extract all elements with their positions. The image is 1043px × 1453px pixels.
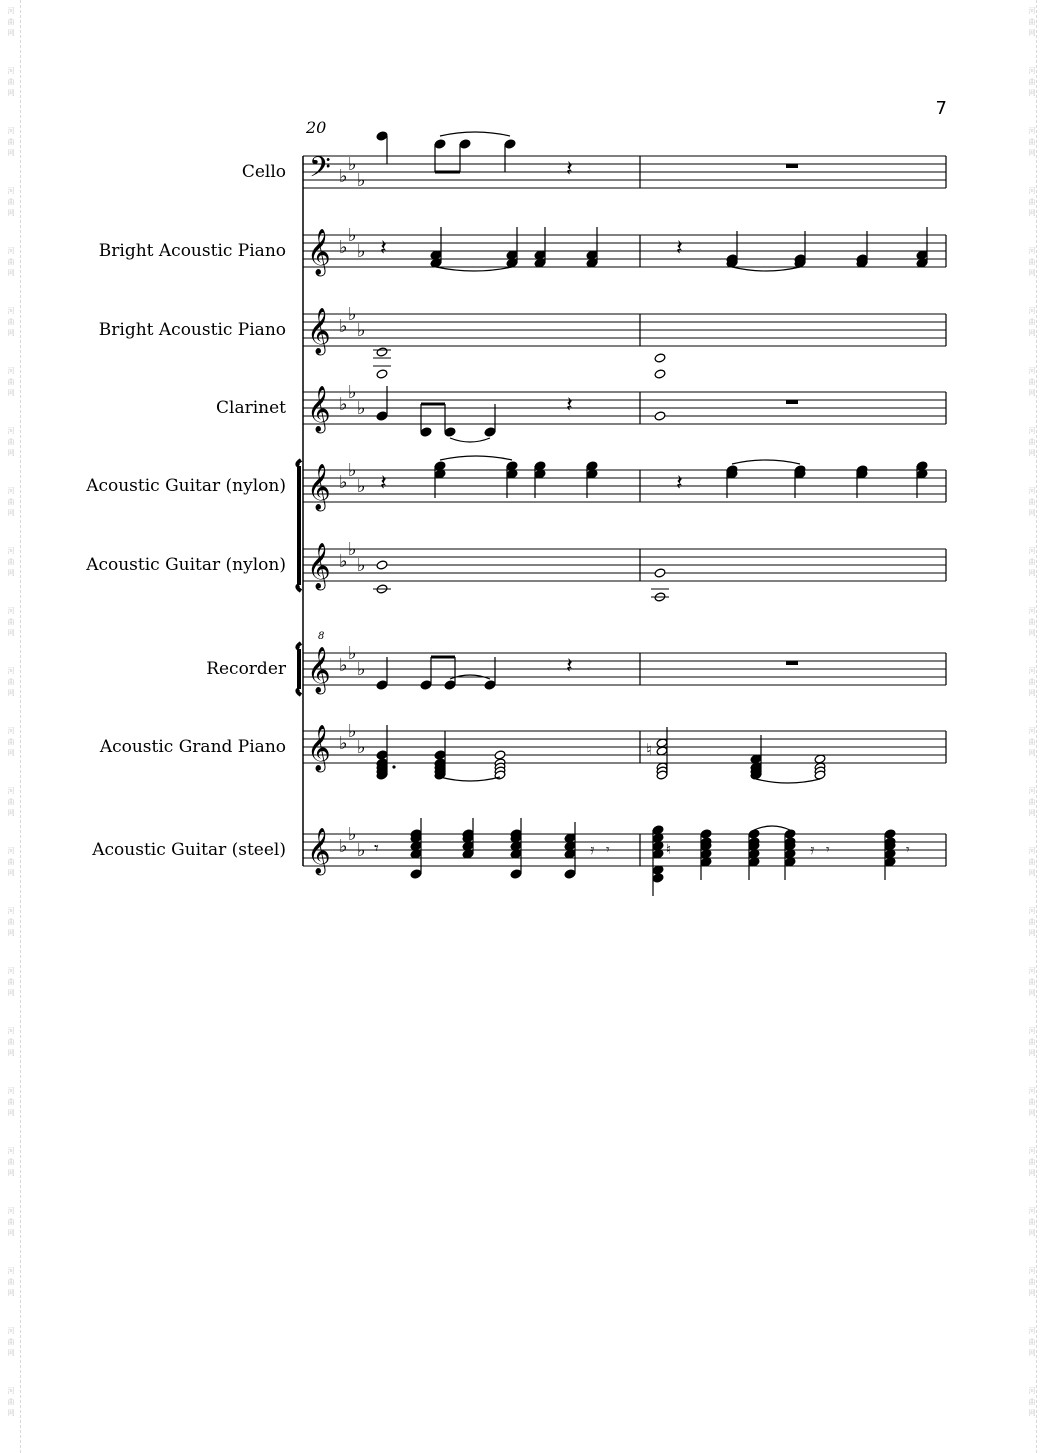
watermark-char: 河 — [1028, 487, 1036, 495]
watermark-char: 曲 — [7, 438, 15, 446]
flat-sign: ♭ — [348, 154, 357, 175]
watermark-char: 河 — [7, 127, 15, 135]
watermark-char: 网 — [1028, 209, 1036, 217]
flat-sign: ♭ — [348, 643, 357, 664]
flat-sign: ♭ — [348, 824, 357, 845]
watermark-char: 网 — [7, 929, 15, 937]
watermark-char: 河 — [7, 1387, 15, 1395]
watermark-char: 河 — [7, 1087, 15, 1095]
watermark-char: 网 — [7, 29, 15, 37]
notehead — [376, 369, 388, 379]
notehead — [484, 427, 496, 437]
treble-clef: 𝄞 — [307, 229, 331, 275]
measure-number: 20 — [306, 118, 327, 137]
staff-label-piano1: Bright Acoustic Piano — [98, 241, 286, 261]
recorder-bracket — [297, 643, 301, 695]
watermark-char: 河 — [1028, 1147, 1036, 1155]
eighth-rest: 𝄾 — [906, 842, 910, 858]
watermark-char: 网 — [1028, 809, 1036, 817]
tie — [436, 267, 512, 271]
flat-sign: ♭ — [339, 237, 348, 258]
watermark-char: 河 — [1028, 67, 1036, 75]
whole-rest — [786, 164, 798, 168]
watermark-char: 河 — [7, 727, 15, 735]
watermark-char: 曲 — [7, 378, 15, 386]
watermark-char: 曲 — [1028, 798, 1036, 806]
flat-sign: ♭ — [339, 655, 348, 676]
watermark-char: 曲 — [7, 1398, 15, 1406]
watermark-char: 网 — [1028, 1409, 1036, 1417]
watermark-char: 曲 — [7, 558, 15, 566]
watermark-char: 网 — [1028, 869, 1036, 877]
watermark-char: 河 — [7, 1027, 15, 1035]
guitar-bracket — [297, 460, 301, 591]
staff-label-cello: Cello — [241, 162, 286, 182]
notehead — [884, 829, 896, 839]
watermark-char: 曲 — [7, 798, 15, 806]
watermark-char: 网 — [7, 1049, 15, 1057]
watermark-char: 河 — [7, 67, 15, 75]
watermark-char: 河 — [1028, 847, 1036, 855]
octave-mark: 8 — [318, 631, 325, 642]
notehead — [784, 829, 796, 839]
flat-sign: ♭ — [357, 170, 366, 191]
watermark-char: 曲 — [7, 738, 15, 746]
tie — [440, 777, 500, 781]
flat-sign: ♭ — [339, 394, 348, 415]
flat-sign: ♭ — [348, 721, 357, 742]
watermark-char: 曲 — [7, 618, 15, 626]
watermark-char: 网 — [7, 389, 15, 397]
treble-clef: 𝄞 — [307, 386, 331, 432]
watermark-char: 河 — [7, 847, 15, 855]
flat-sign: ♭ — [348, 539, 357, 560]
notehead — [376, 560, 388, 570]
watermark-char: 网 — [1028, 1289, 1036, 1297]
tie — [732, 460, 800, 464]
watermark-char: 网 — [1028, 989, 1036, 997]
notehead — [434, 750, 446, 760]
watermark-char: 河 — [7, 187, 15, 195]
notehead — [410, 869, 422, 879]
watermark-char: 河 — [1028, 427, 1036, 435]
treble-clef: 𝄞 — [307, 725, 331, 771]
tie — [440, 456, 512, 460]
watermark-char: 曲 — [1028, 1338, 1036, 1346]
notehead — [654, 353, 666, 363]
quarter-rest: 𝄽 — [380, 236, 387, 261]
page-number: 7 — [935, 98, 947, 119]
watermark-char: 河 — [1028, 907, 1036, 915]
watermark-char: 河 — [7, 487, 15, 495]
eighth-rest: 𝄾 — [826, 842, 830, 858]
watermark-char: 网 — [7, 569, 15, 577]
notehead — [376, 680, 388, 690]
watermark-char: 曲 — [7, 1038, 15, 1046]
watermark-char: 曲 — [1028, 498, 1036, 506]
treble-clef: 𝄞 — [307, 828, 331, 874]
watermark-char: 曲 — [1028, 558, 1036, 566]
tie — [754, 826, 790, 830]
watermark-char: 曲 — [7, 1098, 15, 1106]
watermark-char: 河 — [1028, 607, 1036, 615]
watermark-char: 河 — [7, 547, 15, 555]
watermark-char: 网 — [7, 149, 15, 157]
watermark-char: 曲 — [7, 1158, 15, 1166]
flat-sign: ♭ — [357, 840, 366, 861]
staff-label-clarinet: Clarinet — [216, 398, 286, 418]
watermark-char: 曲 — [7, 198, 15, 206]
watermark-char: 网 — [1028, 149, 1036, 157]
flat-sign: ♭ — [339, 472, 348, 493]
bass-clef: 𝄢 — [309, 151, 331, 191]
watermark-char: 河 — [1028, 1087, 1036, 1095]
watermark-char: 网 — [7, 1349, 15, 1357]
watermark-char: 河 — [1028, 7, 1036, 15]
watermark-char: 网 — [1028, 89, 1036, 97]
flat-sign: ♭ — [357, 737, 366, 758]
watermark-char: 网 — [1028, 1109, 1036, 1117]
quarter-rest: 𝄽 — [566, 393, 573, 418]
watermark-char: 河 — [1028, 1387, 1036, 1395]
watermark-char: 曲 — [1028, 258, 1036, 266]
quarter-rest: 𝄽 — [676, 471, 683, 496]
watermark-char: 河 — [1028, 367, 1036, 375]
watermark-char: 网 — [1028, 629, 1036, 637]
watermark-char: 曲 — [1028, 1398, 1036, 1406]
watermark-char: 曲 — [1028, 858, 1036, 866]
watermark-char: 网 — [7, 269, 15, 277]
sixteenth-rest: 𝄿 — [590, 842, 595, 858]
watermark-char: 网 — [1028, 449, 1036, 457]
watermark-char: 网 — [1028, 929, 1036, 937]
treble-clef: 𝄞 — [307, 308, 331, 354]
watermark-char: 河 — [7, 1147, 15, 1155]
notehead — [652, 873, 664, 883]
flat-sign: ♭ — [339, 166, 348, 187]
notehead — [654, 369, 666, 379]
watermark-char: 河 — [7, 427, 15, 435]
quarter-rest: 𝄽 — [566, 157, 573, 182]
watermark-char: 河 — [7, 247, 15, 255]
watermark-char: 曲 — [1028, 1158, 1036, 1166]
watermark-char: 河 — [7, 1327, 15, 1335]
watermark-char: 河 — [1028, 787, 1036, 795]
watermark-char: 网 — [7, 989, 15, 997]
watermark-char: 河 — [7, 907, 15, 915]
notehead — [654, 568, 666, 578]
notehead — [420, 427, 432, 437]
watermark-char: 曲 — [1028, 378, 1036, 386]
watermark-char: 河 — [1028, 1327, 1036, 1335]
watermark-char: 网 — [1028, 1349, 1036, 1357]
staff-label-guitar1: Acoustic Guitar (nylon) — [86, 476, 286, 496]
watermark-char: 曲 — [7, 858, 15, 866]
notehead — [376, 750, 388, 760]
notehead — [700, 829, 712, 839]
watermark-char: 曲 — [1028, 18, 1036, 26]
watermark-char: 网 — [1028, 389, 1036, 397]
watermark-char: 网 — [1028, 689, 1036, 697]
watermark-char: 河 — [1028, 247, 1036, 255]
watermark-char: 曲 — [1028, 1038, 1036, 1046]
watermark-char: 河 — [1028, 967, 1036, 975]
flat-sign: ♭ — [357, 476, 366, 497]
watermark-char: 河 — [7, 607, 15, 615]
watermark-char: 网 — [7, 1229, 15, 1237]
notehead — [444, 427, 456, 437]
watermark-char: 曲 — [7, 18, 15, 26]
watermark-char: 曲 — [1028, 1278, 1036, 1286]
watermark-char: 河 — [1028, 1267, 1036, 1275]
notehead — [504, 139, 516, 149]
flat-sign: ♭ — [357, 398, 366, 419]
treble-clef: 𝄞 — [307, 464, 331, 510]
whole-rest — [786, 400, 798, 404]
tie — [440, 132, 510, 136]
notehead — [376, 347, 388, 357]
watermark-char: 河 — [7, 7, 15, 15]
watermark-char: 河 — [7, 967, 15, 975]
watermark-char: 曲 — [7, 258, 15, 266]
notehead — [494, 750, 506, 760]
watermark-char: 河 — [1028, 187, 1036, 195]
flat-sign: ♭ — [348, 304, 357, 325]
watermark-char: 曲 — [1028, 318, 1036, 326]
flat-sign: ♭ — [357, 659, 366, 680]
flat-sign: ♭ — [357, 320, 366, 341]
treble-clef: 𝄞 — [307, 543, 331, 589]
notehead — [444, 680, 456, 690]
watermark-char: 网 — [7, 869, 15, 877]
dot — [392, 765, 395, 768]
watermark-char: 网 — [7, 509, 15, 517]
watermark-char: 网 — [7, 1409, 15, 1417]
natural-sign: ♮ — [646, 740, 652, 759]
watermark-char: 曲 — [7, 1218, 15, 1226]
watermark-char: 曲 — [1028, 438, 1036, 446]
notehead — [420, 680, 432, 690]
watermark-char: 河 — [1028, 547, 1036, 555]
flat-sign: ♭ — [348, 225, 357, 246]
quarter-rest: 𝄽 — [380, 471, 387, 496]
watermark-char: 曲 — [1028, 78, 1036, 86]
watermark-char: 河 — [7, 1267, 15, 1275]
tie — [450, 438, 490, 442]
flat-sign: ♭ — [339, 551, 348, 572]
watermark-char: 河 — [7, 367, 15, 375]
sixteenth-rest: 𝄿 — [810, 842, 815, 858]
watermark-char: 网 — [7, 449, 15, 457]
watermark-char: 曲 — [7, 918, 15, 926]
quarter-rest: 𝄽 — [676, 236, 683, 261]
watermark-char: 曲 — [7, 498, 15, 506]
watermark-char: 河 — [7, 787, 15, 795]
tie — [732, 267, 800, 271]
flat-sign: ♭ — [339, 836, 348, 857]
watermark-char: 网 — [7, 689, 15, 697]
watermark-char: 网 — [7, 809, 15, 817]
watermark-char: 河 — [1028, 1207, 1036, 1215]
notehead — [459, 139, 471, 149]
staff-label-recorder: Recorder — [206, 659, 286, 679]
flat-sign: ♭ — [357, 555, 366, 576]
watermark-char: 曲 — [1028, 678, 1036, 686]
watermark-char: 河 — [7, 1207, 15, 1215]
notehead — [434, 139, 446, 149]
notehead — [564, 869, 576, 879]
staff-label-steelguitar: Acoustic Guitar (steel) — [92, 840, 286, 860]
flat-sign: ♭ — [348, 460, 357, 481]
whole-rest — [786, 661, 798, 665]
watermark-char: 曲 — [1028, 1218, 1036, 1226]
notehead — [654, 411, 666, 421]
staff-label-guitar2: Acoustic Guitar (nylon) — [86, 555, 286, 575]
watermark-char: 网 — [1028, 29, 1036, 37]
watermark-char: 河 — [1028, 667, 1036, 675]
watermark-char: 河 — [1028, 127, 1036, 135]
flat-sign: ♭ — [339, 733, 348, 754]
watermark-char: 网 — [1028, 509, 1036, 517]
staff-label-piano2: Bright Acoustic Piano — [98, 320, 286, 340]
watermark-char: 曲 — [1028, 1098, 1036, 1106]
watermark-char: 曲 — [7, 678, 15, 686]
treble-clef: 𝄞 — [307, 647, 331, 693]
watermark-char: 河 — [1028, 307, 1036, 315]
watermark-char: 网 — [7, 1109, 15, 1117]
watermark-char: 曲 — [7, 978, 15, 986]
watermark-char: 曲 — [1028, 198, 1036, 206]
watermark-char: 网 — [7, 1289, 15, 1297]
watermark-char: 曲 — [1028, 978, 1036, 986]
watermark-char: 网 — [7, 89, 15, 97]
watermark-char: 曲 — [1028, 918, 1036, 926]
watermark-char: 河 — [1028, 1027, 1036, 1035]
notehead — [510, 869, 522, 879]
notehead — [748, 829, 760, 839]
watermark-char: 网 — [7, 749, 15, 757]
watermark-char: 网 — [1028, 269, 1036, 277]
quarter-rest: 𝄽 — [566, 654, 573, 679]
flat-sign: ♭ — [339, 316, 348, 337]
watermark-char: 曲 — [7, 1278, 15, 1286]
flat-sign: ♭ — [348, 382, 357, 403]
watermark-char: 网 — [1028, 1169, 1036, 1177]
watermark-char: 网 — [1028, 329, 1036, 337]
watermark-char: 网 — [1028, 1229, 1036, 1237]
watermark-char: 曲 — [1028, 738, 1036, 746]
watermark-char: 河 — [1028, 727, 1036, 735]
eighth-rest: 𝄾 — [606, 842, 610, 858]
watermark-char: 河 — [7, 307, 15, 315]
watermark-char: 曲 — [7, 78, 15, 86]
notehead — [376, 411, 388, 421]
watermark-char: 网 — [7, 629, 15, 637]
watermark-char: 网 — [7, 1169, 15, 1177]
watermark-char: 河 — [7, 667, 15, 675]
watermark-char: 曲 — [7, 1338, 15, 1346]
tie — [756, 779, 820, 783]
notehead — [376, 131, 388, 141]
watermark-char: 曲 — [7, 138, 15, 146]
watermark-char: 曲 — [7, 318, 15, 326]
watermark-char: 网 — [7, 329, 15, 337]
notehead — [484, 680, 496, 690]
eighth-rest: 𝄾 — [374, 838, 379, 859]
natural-sign: ♮ — [666, 842, 672, 858]
watermark-char: 网 — [1028, 569, 1036, 577]
watermark-char: 网 — [1028, 1049, 1036, 1057]
staff-label-grandpiano: Acoustic Grand Piano — [99, 737, 286, 757]
watermark-char: 曲 — [1028, 618, 1036, 626]
flat-sign: ♭ — [357, 241, 366, 262]
watermark-char: 网 — [7, 209, 15, 217]
watermark-char: 曲 — [1028, 138, 1036, 146]
watermark-char: 网 — [1028, 749, 1036, 757]
